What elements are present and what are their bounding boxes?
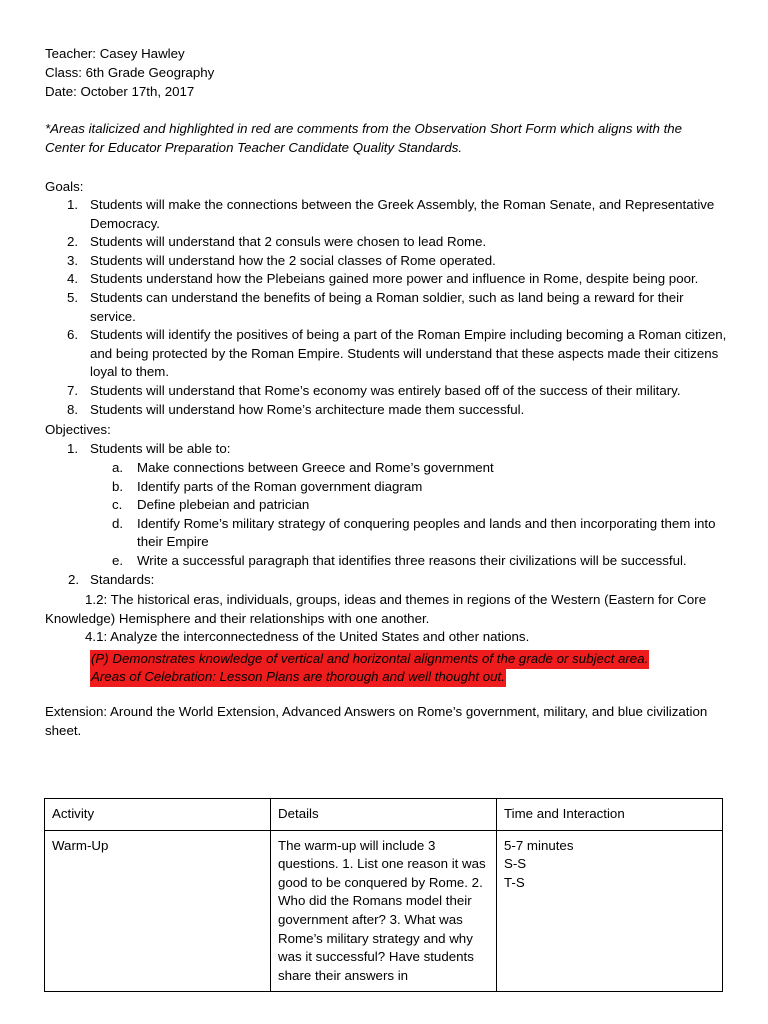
list-item: 5. Students can understand the benefits of being a Roman soldier, such as land being a reward for their service.: [67, 289, 684, 324]
table-header-row: [45, 799, 723, 831]
list-item: a. Make connections between Greece and Rome’s government: [112, 460, 494, 475]
list-item: c. Define plebeian and patrician: [112, 497, 310, 513]
interaction-line: S-S: [504, 856, 527, 872]
standards-heading: 2. Standards:: [68, 572, 155, 587]
interaction-line: T-S: [504, 874, 525, 890]
header-time: Time and Interaction: [497, 799, 723, 831]
time-line: 5-7 minutes: [504, 837, 574, 853]
goals-heading: Goals:: [45, 179, 84, 194]
class-line: Class: 6th Grade Geography: [45, 65, 215, 80]
date-line: Date: October 17th, 2017: [45, 84, 195, 99]
list-item: 3. Students will understand how the 2 social classes of Rome operated.: [67, 252, 496, 268]
list-item: 7. Students will understand that Rome’s economy was entirely based off of the success of their military.: [67, 382, 681, 398]
cell-details: The warm-up will include 3 questions. 1. List one reason it was good to be conquered by Rome. 2. Who did the Romans model their government after? 3. What was Rome’s military strategy and why was it successful? Have students share their answers in: [271, 830, 497, 992]
standard-4-1: 4.1: Analyze the interconnectedness of the United States and other nations.: [85, 629, 530, 644]
cell-time: [497, 830, 723, 992]
teacher-line: Teacher: Casey Hawley: [45, 46, 185, 61]
list-item: 8. Students will understand how Rome’s architecture made them successful.: [67, 401, 525, 417]
list-item: e. Write a successful paragraph that identifies three reasons their civilizations will be successful.: [112, 552, 687, 568]
objectives-sublist: [112, 459, 727, 571]
comment-highlight-2: Areas of Celebration: Lesson Plans are thorough and well thought out.: [90, 668, 506, 687]
extension-text: Extension: Around the World Extension, Advanced Answers on Rome’s government, military, and blue civilization sheet.: [45, 704, 708, 738]
goals-list: [67, 196, 730, 419]
comment-highlight-1: (P) Demonstrates knowledge of vertical and horizontal alignments of the grade or subject area.: [90, 650, 649, 669]
list-item: 4. Students understand how the Plebeians gained more power and influence in Rome, despite being poor.: [67, 271, 699, 287]
list-item: d. Identify Rome’s military strategy of conquering peoples and lands and then incorporating them into their Empire: [112, 515, 716, 550]
objectives-list: [67, 440, 730, 459]
table-row: [45, 830, 723, 992]
cell-activity: Warm-Up: [45, 830, 271, 992]
activity-table: [44, 798, 723, 992]
objectives-heading: Objectives:: [45, 422, 111, 437]
standard-1-2: 1.2: The historical eras, individuals, groups, ideas and themes in regions of the Western (Eastern for Core Knowledge) Hemisphere and their relationships with one another.: [45, 592, 707, 626]
list-item: b. Identify parts of the Roman government diagram: [112, 478, 423, 494]
list-item: 6. Students will identify the positives of being a part of the Roman Empire including becoming a Roman citizen, and being protected by the Roman Empire. Students will understand that these aspects made their citizens loyal to them.: [67, 327, 727, 380]
list-item: 1. Students will be able to:: [67, 441, 231, 456]
list-item: 2. Students will understand that 2 consuls were chosen to lead Rome.: [67, 234, 487, 250]
observation-note: *Areas italicized and highlighted in red are comments from the Observation Short Form which aligns with the Center for Educator Preparation Teacher Candidate Quality Standards.: [45, 121, 683, 155]
header-activity: Activity: [45, 799, 271, 831]
list-item: 1. Students will make the connections between the Greek Assembly, the Roman Senate, and Representative Democracy.: [67, 197, 715, 231]
header-details: Details: [271, 799, 497, 831]
